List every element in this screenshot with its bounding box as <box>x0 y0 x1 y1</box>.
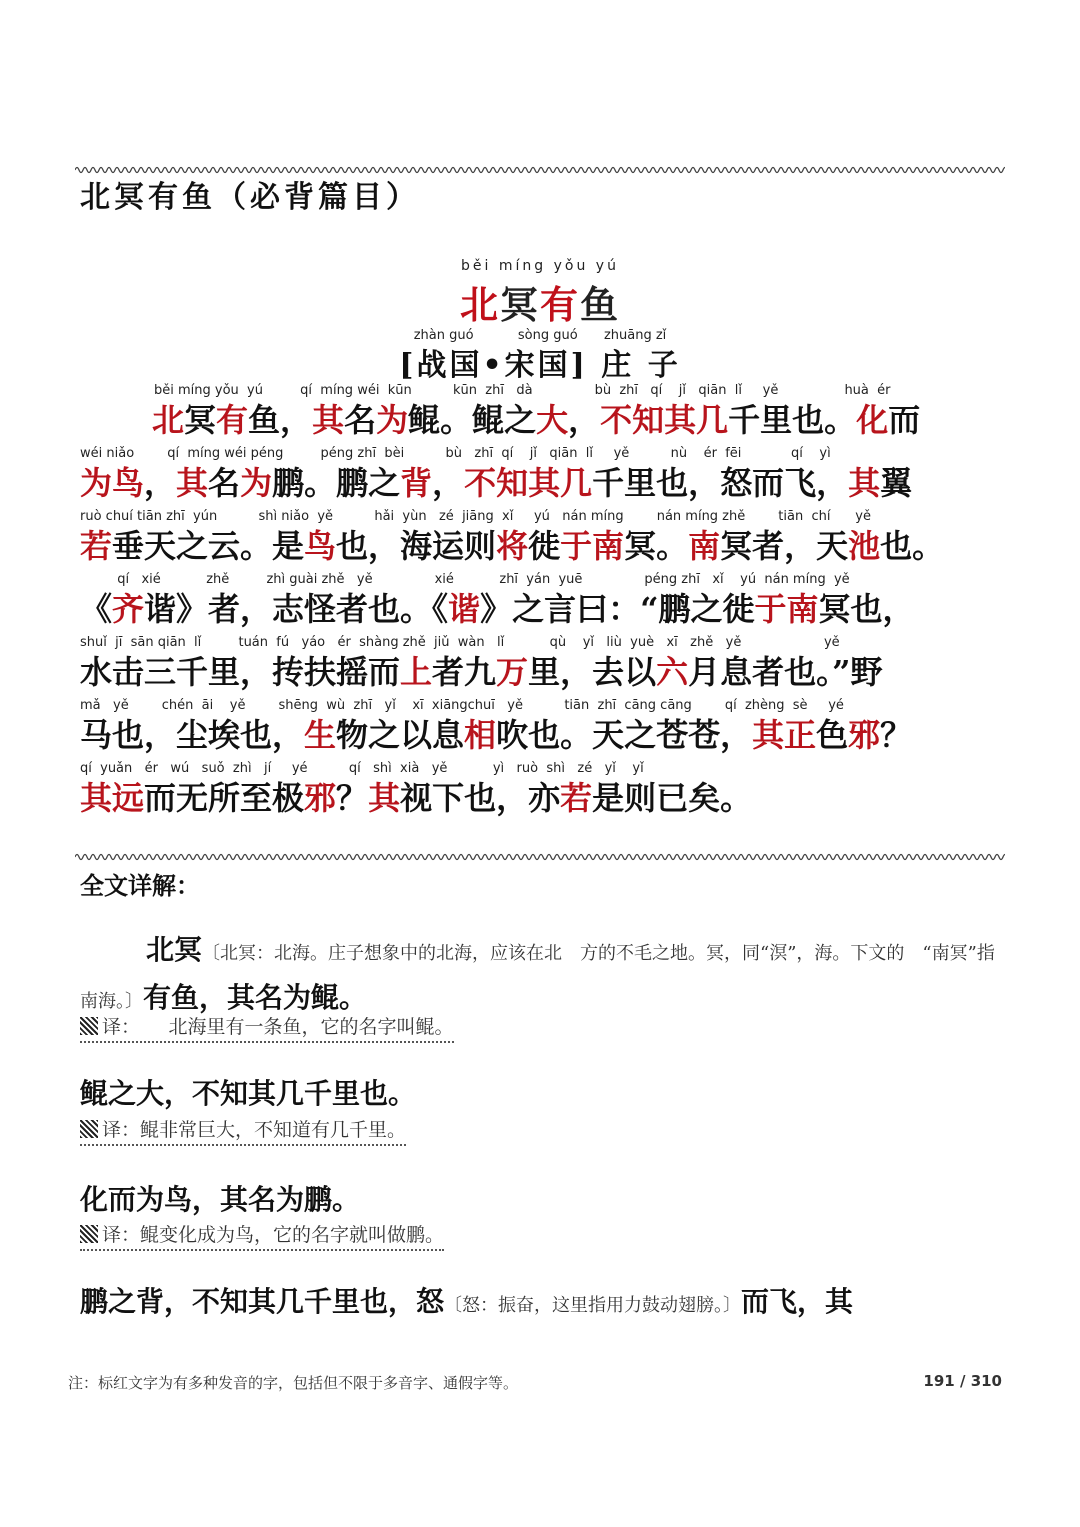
line-hanzi <box>80 526 1006 566</box>
plain-text: ， <box>432 464 465 502</box>
poem-line <box>80 508 1006 571</box>
plain-text: 水击三千里，抟扶摇而 <box>80 653 401 691</box>
line-pinyin: wéi niǎo qí míng wéi péng péng zhī bèi bù zhī qí jǐ qiān lǐ yě nù ér fēi qí yì <box>80 446 831 461</box>
title-char: 冥 <box>499 282 540 327</box>
polyphone-text: 生 <box>304 716 337 754</box>
translation-text: 译： 北海里有一条鱼，它的名字叫鲲。 <box>102 1016 454 1038</box>
plain-text: 鲲。鲲之 <box>408 401 537 439</box>
polyphone-text: 池 <box>848 527 881 565</box>
plain-text: 翼 <box>880 464 913 502</box>
polyphone-text: 其正 <box>752 716 817 754</box>
author-line: [战国•宋国] 庄 子 <box>399 348 681 383</box>
plain-text: 冥者，天 <box>720 527 849 565</box>
footer-note: 注：标红文字为有多种发音的字，包括但不限于多音字、通假字等。 <box>68 1374 519 1392</box>
title-char: 鱼 <box>580 282 621 327</box>
poem-line <box>80 760 1006 823</box>
translation-marker-icon <box>80 1017 98 1035</box>
poem-line <box>80 697 1006 760</box>
polyphone-text: 相 <box>464 716 497 754</box>
line-hanzi <box>80 778 1006 818</box>
poem-line <box>80 634 1006 697</box>
polyphone-text: 其远 <box>80 779 145 817</box>
author-pinyin-state: sòng guó <box>517 328 578 343</box>
line-hanzi <box>80 589 1006 629</box>
polyphone-text: 其 <box>368 779 401 817</box>
poem-body <box>80 382 1006 823</box>
line-pinyin: qí xié zhě zhì guài zhě yě xié zhī yán yuē péng zhī xǐ yú nán míng yě <box>80 572 850 587</box>
polyphone-text: 于南 <box>754 590 819 628</box>
polyphone-text: 万 <box>496 653 529 691</box>
explanation-paragraph-1 <box>80 928 1006 1024</box>
plain-text: 谐》者，志怪者也。《 <box>144 590 449 628</box>
annotation-note: 〔怒：振奋，这里指用力鼓动翅膀。〕 <box>444 1295 742 1316</box>
line-hanzi <box>80 463 1006 503</box>
polyphone-text: 于南 <box>560 527 625 565</box>
sentence-tail: 而飞，其 <box>741 1285 854 1318</box>
page-separator: / <box>959 1372 966 1390</box>
polyphone-text: 为鸟 <box>80 464 145 502</box>
plain-text: 马也，尘埃也， <box>80 716 305 754</box>
polyphone-text: 不知其几 <box>600 401 729 439</box>
title-pinyin: běi míng yǒu yú <box>461 258 619 274</box>
translation-3 <box>80 1220 444 1251</box>
plain-text: ， <box>568 401 601 439</box>
translation-2 <box>80 1115 406 1146</box>
line-hanzi <box>80 715 1006 755</box>
polyphone-text: 若 <box>560 779 593 817</box>
plain-text: 也。 <box>880 527 945 565</box>
translation-1 <box>80 1012 454 1043</box>
plain-text: 也，海运则 <box>336 527 497 565</box>
page-total: 310 <box>970 1372 1002 1390</box>
polyphone-text: 其 <box>848 464 881 502</box>
plain-text: 而无所至极 <box>144 779 305 817</box>
plain-text: 徙 <box>528 527 561 565</box>
plain-text: 冥 <box>184 401 217 439</box>
plain-text: 冥也， <box>818 590 915 628</box>
polyphone-text: 其 <box>176 464 209 502</box>
poem-line <box>80 445 1006 508</box>
polyphone-text: 将 <box>496 527 529 565</box>
explanation-sentence-4 <box>80 1280 1006 1320</box>
poem-line <box>80 571 1006 634</box>
polyphone-text: 背 <box>400 464 433 502</box>
plain-text: ？ <box>880 716 913 754</box>
line-pinyin: mǎ yě chén āi yě shēng wù zhī yǐ xī xiāngchuī yě tiān zhī cāng cāng qí zhèng sè yé <box>80 698 844 713</box>
poem-title <box>0 274 1080 329</box>
plain-text: 而 <box>888 401 921 439</box>
section-title: 北冥有鱼（必背篇目） <box>80 180 420 215</box>
plain-text: 名 <box>208 464 241 502</box>
polyphone-text: 为 <box>376 401 409 439</box>
sentence-text: 化而为鸟，其名为鹏。 <box>80 1183 361 1216</box>
polyphone-text: 鸟 <box>304 527 337 565</box>
plain-text: 色 <box>816 716 849 754</box>
plain-text: 是则已矣。 <box>592 779 753 817</box>
translation-text: 译：鲲非常巨大，不知道有几千里。 <box>102 1119 407 1141</box>
plain-text: 里，去以 <box>528 653 657 691</box>
sentence-tail: 有鱼，其名为鲲。 <box>143 981 368 1014</box>
translation-marker-icon <box>80 1120 98 1138</box>
plain-text: 视下也，亦 <box>400 779 561 817</box>
polyphone-text: 六 <box>656 653 689 691</box>
decorative-wavy-divider-mid <box>75 851 1005 863</box>
plain-text: ， <box>144 464 177 502</box>
plain-text: 千里也，怒而飞， <box>592 464 849 502</box>
polyphone-text: 有 <box>216 401 249 439</box>
explanation-heading: 全文详解： <box>80 871 200 900</box>
plain-text: 千里也。 <box>728 401 857 439</box>
page-current: 191 <box>923 1372 955 1390</box>
translation-marker-icon <box>80 1225 98 1243</box>
sentence-lead: 鹏之背，不知其几千里也，怒 <box>80 1285 445 1318</box>
line-pinyin: ruò chuí tiān zhī yún shì niǎo yě hǎi yùn zé jiāng xǐ yú nán míng nán míng zhě tiān chí yě <box>80 509 871 524</box>
polyphone-text: 谐 <box>448 590 481 628</box>
line-hanzi <box>80 400 1006 440</box>
plain-text: 《 <box>80 590 113 628</box>
plain-text: 冥。 <box>624 527 689 565</box>
plain-text: 吹也。天之苍苍， <box>496 716 753 754</box>
plain-text: 垂天之云。是 <box>112 527 305 565</box>
plain-text: 月息者也。”野 <box>688 653 883 691</box>
line-hanzi <box>80 652 1006 692</box>
polyphone-text: 大 <box>536 401 569 439</box>
polyphone-text: 邪 <box>304 779 337 817</box>
plain-text: 》之言曰：“鹏之徙 <box>480 590 755 628</box>
polyphone-text: 为 <box>240 464 273 502</box>
polyphone-text: 若 <box>80 527 113 565</box>
plain-text: 者九 <box>432 653 497 691</box>
page-number <box>923 1372 1002 1390</box>
polyphone-text: 北 <box>152 401 185 439</box>
explanation-sentence-2 <box>80 1072 1006 1112</box>
author-pinyin-name: zhuāng zǐ <box>603 328 667 343</box>
polyphone-text: 上 <box>400 653 433 691</box>
polyphone-text: 南 <box>688 527 721 565</box>
line-pinyin: shuǐ jī sān qiān lǐ tuán fú yáo ér shàng zhě jiǔ wàn lǐ qù yǐ liù yuè xī zhě yě yě <box>80 635 840 650</box>
polyphone-text: 化 <box>856 401 889 439</box>
sentence-lead: 北冥 <box>146 933 203 966</box>
author-pinyin-dynasty: zhàn guó <box>413 328 474 343</box>
plain-text: 鱼， <box>248 401 313 439</box>
annotation-note: 〔北冥：北海。庄子想象中的北海，应该在北 方的不毛之地。冥，同“溟”，海。下文的 “南冥”指南海。〕 <box>80 943 995 1012</box>
title-char: 北 <box>459 282 500 327</box>
plain-text: 物之以息 <box>336 716 465 754</box>
poem-line <box>80 382 1006 445</box>
plain-text: ？ <box>336 779 369 817</box>
polyphone-text: 邪 <box>848 716 881 754</box>
line-pinyin: qí yuǎn ér wú suǒ zhì jí yé qí shì xià yě yì ruò shì zé yǐ yǐ <box>80 761 644 776</box>
explanation-sentence-3 <box>80 1178 1006 1218</box>
sentence-text: 鲲之大，不知其几千里也。 <box>80 1077 417 1110</box>
polyphone-text: 不知其几 <box>464 464 593 502</box>
plain-text: 名 <box>344 401 377 439</box>
polyphone-text: 其 <box>312 401 345 439</box>
polyphone-text: 齐 <box>112 590 145 628</box>
plain-text: 鹏。鹏之 <box>272 464 401 502</box>
translation-text: 译：鲲变化成为鸟，它的名字就叫做鹏。 <box>102 1224 445 1246</box>
title-char: 有 <box>540 282 581 327</box>
line-pinyin: běi míng yǒu yú qí míng wéi kūn kūn zhī dà bù zhī qí jǐ qiān lǐ yě huà ér <box>154 383 891 398</box>
